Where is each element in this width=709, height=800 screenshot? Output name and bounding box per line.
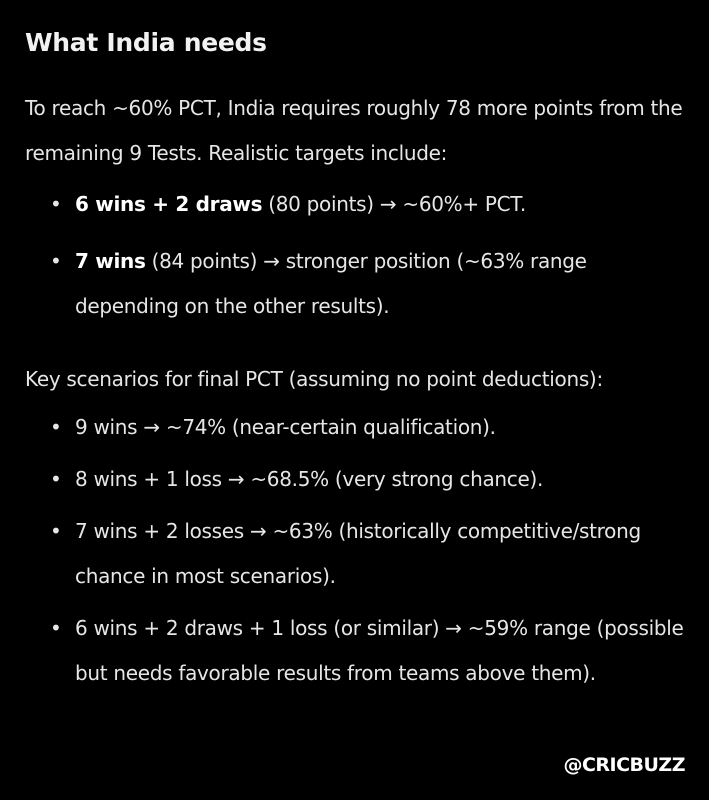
bullet-icon: •	[50, 415, 62, 439]
target-item	[25, 239, 695, 329]
scenario-text: 7 wins + 2 losses → ~63% (historically competitive/strong chance in most scenarios).	[75, 519, 641, 588]
scenario-text: 9 wins → ~74% (near-certain qualification).	[75, 415, 496, 439]
bullet-icon: •	[50, 249, 62, 273]
scenario-item	[25, 405, 695, 450]
scenario-item	[25, 457, 695, 502]
target-bold: 6 wins + 2 draws	[75, 192, 263, 216]
target-bold: 7 wins	[75, 249, 146, 273]
bullet-icon: •	[50, 192, 62, 216]
targets-list	[25, 182, 695, 329]
scenario-text: 8 wins + 1 loss → ~68.5% (very strong chance).	[75, 467, 544, 491]
bullet-icon: •	[50, 519, 62, 543]
article-body	[25, 22, 695, 696]
bullet-icon: •	[50, 616, 62, 640]
target-item	[25, 182, 695, 227]
scenarios-list	[25, 405, 695, 696]
scenario-text: 6 wins + 2 draws + 1 loss (or similar) → ~59% range (possible but needs favorable results from teams above them).	[75, 616, 684, 685]
target-text: (80 points) → ~60%+ PCT.	[262, 192, 526, 216]
scenarios-intro-paragraph: Key scenarios for final PCT (assuming no point deductions):	[25, 367, 603, 391]
scenario-item	[25, 509, 695, 599]
target-text: (84 points) → stronger position (~63% range depending on the other results).	[75, 249, 587, 318]
section-heading: What India needs	[25, 28, 267, 57]
cricbuzz-watermark: @CRICBUZZ	[563, 754, 685, 776]
bullet-icon: •	[50, 467, 62, 491]
scenario-item	[25, 606, 695, 696]
intro-paragraph: To reach ~60% PCT, India requires roughly 78 more points from the remaining 9 Tests. Realistic targets include:	[25, 96, 683, 165]
